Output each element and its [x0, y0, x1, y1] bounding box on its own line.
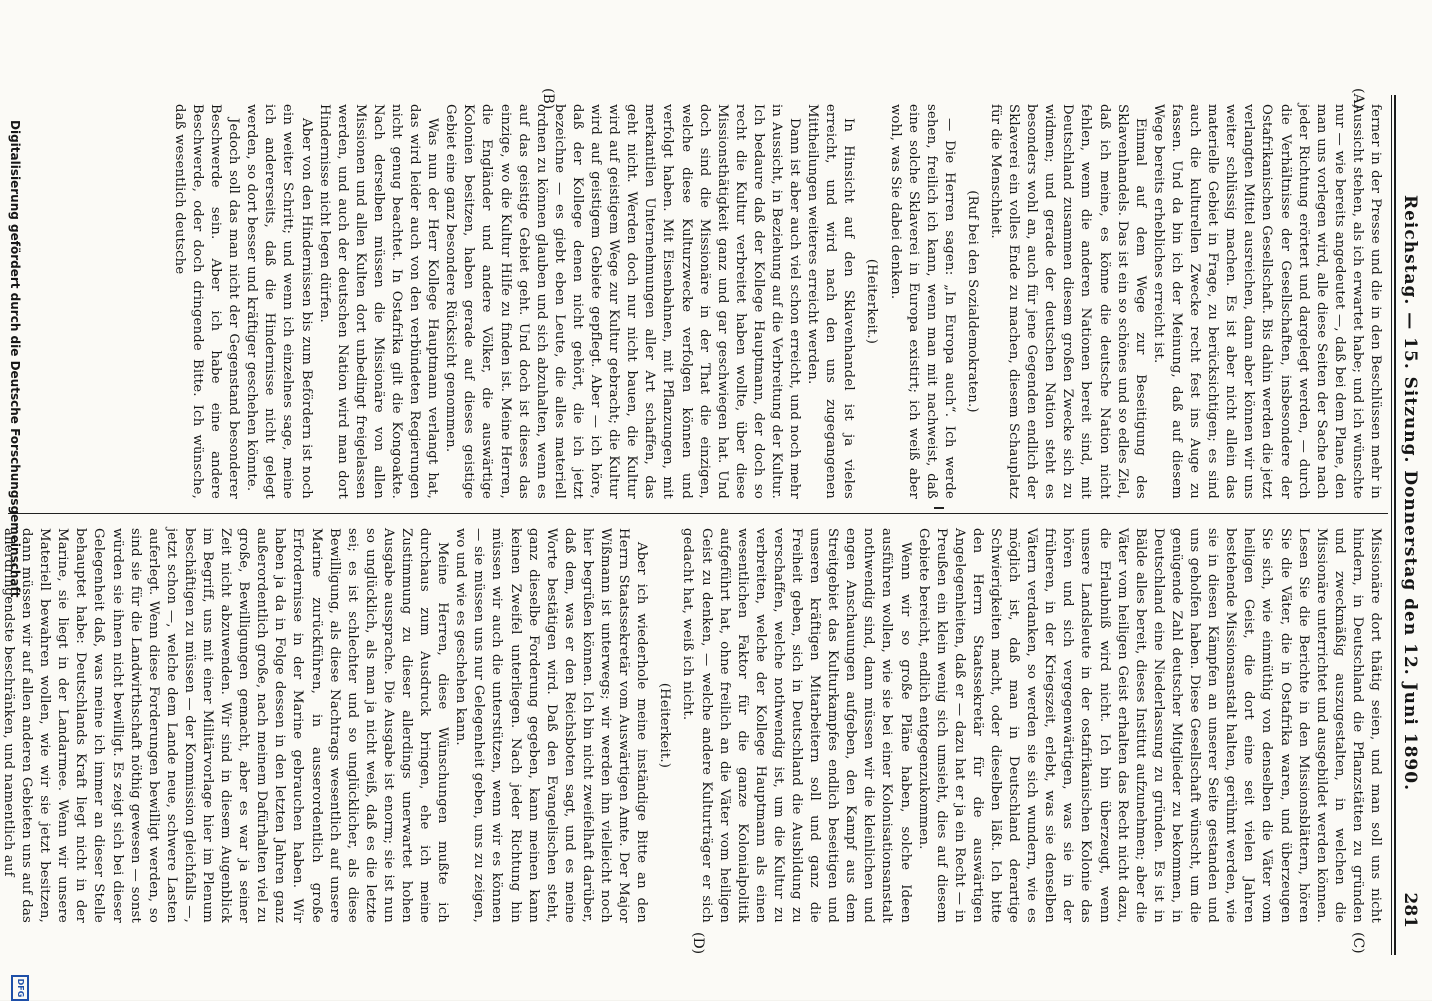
page-header-title: Reichstag. — 15. Sitzung. Donnerstag den 12. Juni 1890.: [1400, 194, 1420, 792]
column-divider-tick: [934, 507, 944, 515]
paragraph: Aber von den Hindernissen bis zum Befördern ist noch ein weiter Schritt; und wenn ich einzelnes sage, meine ich andererseits, daß die Hindernisse nicht gelegt werden, so dort besser und kräftiger geschehen könnte.: [244, 104, 314, 499]
paragraph: Jedoch soll das man nicht der Gegenstand besonderer Beschwerde sein. Aber ich habe eine andere Beschwerde, oder doch dringende Bitte. Ich wünsche, daß wesentlich deutsche: [171, 104, 242, 499]
margin-marker-b: (B): [540, 88, 556, 110]
paragraph: Wenn wir so große Pläne haben, solche Ideen ausführen wollen, wie sie bei einer Kolonisationsanstalt nothwendig sind, dann müssen wir die kleinlichen und engen Anschauungen aufgeben, den Kampf aus dem Streitgebiet das Kulturkampfes endlich beseitigen und unseren kräftigen Mitarbeitern soll und ganz die Freiheit geben, sich in Deutschland die Ausbildung zu verschaffen, welche nothwendig ist, um die Kultur zu verbreiten, welche der Kollege Hauptmann als einen wesentlichen Faktor für die ganze Kolonialpolitik aufgeführt hat, ohne freilich an die Väter vom heiligen Geist zu denken, — welche andere Kulturträger er sich gedacht hat, weiß ich nicht.: [680, 528, 913, 923]
paragraph: Meine Herren, diese Wünschungen mußte ich durchaus zum Ausdruck bringen, ehe ich meine Zustimmung zu dieser allerdings unerwartet hohen Ausgabe aussprache. Die Ausgabe ist enorm; sie ist nun so unglücklich, als man ja nicht weiß, daß es die letzte sei; es ist schlechter und so unglücklicher, als diese Bewilligung, als diese Nachtrags wesentlich auf unsere Marine zurückführen, in ausserordentlich große Erfordernisse in der Marine gebrauchen haben. Wir haben ja da in Folge dessen in den letzten Jahren ganz außerordentlich große, nach meinem Dafürhalten viel zu große, Bewilligungen gemacht, aber es war ja seiner Zeit nicht abzuwenden. Wir sind in diesem Augenblick im Begriff, uns mit einer Militärvorlage hier im Plenum beschäftigen zu müssen — der Kommission gleichfalls —, jetzt schon —, welche dem Lande neue, schwere Lasten auferlegt. Wenn diese Forderungen bewilligt werden, so sind sie für die Landwirthschaft nöthig gewesen — sonst würden sie ihnen nicht bewilligt. Es zeigt sich bei dieser Gelegenheit daß, was meine ich immer an dieser Stelle behauptet habe: Deutschlands Kraft liegt nicht in der Marine, sie liegt in der Landarmee. Wenn wir unsere Materiell bewahren wollen, wie wir sie jetzt besitzen, dann müssen wir auf allen anderen Gebieten uns auf das allerdringendste beschränken, und namentlich auf: [0, 528, 451, 923]
page-header: [1392, 118, 1420, 938]
dfg-logo-icon: DFG: [11, 975, 29, 1001]
paragraph: Was nun der Herr Kollege Hauptmann verlangt hat, das wird leider auch von den verbündeten Regierungen nicht genug beachtet. In Ostafrika gilt die Kongoakte. Nach derselben müssen die Missionäre von allen Missionen und allen Kulten dort unbedingt freigelassen werden, und auch der deutschen Nation wird man dort Hindernisse nicht legen dürfen.: [316, 104, 441, 499]
column-divider: [8, 513, 1388, 514]
digitization-credit-text: Digitalisierung gefördert durch die Deutsche Forschungsgemeinschaft: [8, 120, 22, 598]
paragraph: Aber ich wiederhole meine inständige Bitte an den Herrn Staatssekretär vom Auswärtigen Amte. Der Major Wißmann ist unterwegs; wir werden ihn vielleicht noch hier begrüßen können. Ich bin nicht zweifelhaft darüber, daß dem, was er den Reichsboten sagt, und es meine Worte bestätigen wird. Daß den Evangelischen steht, ganz dieselbe Forderung gegeben, kann meinen kann keinen Zweifel unterliegen. Nach jeder Richtung hin müssen wir auch die unterstützen, wenn wir es können — sie müssen uns nur Gelegenheit geben, uns zu zeigen, wo und wie es geschehen kann.: [453, 528, 650, 923]
interjection: (Heiterkeit.): [864, 258, 880, 345]
digitization-credit: [4, 110, 22, 990]
paragraph: Missionäre dort thätig seien, und man soll uns nicht hindern, in Deutschland die Pflanzstätten zu gründen und zweckmäßig auszugestalten, in welchen die Missionäre unterrichtet und ausgebildet werden können. Lesen Sie die Berichte in den Missionsblättern, hören Sie die Väter, die in Ostafrika waren, und überzeugen Sie sich, wie einmüthig von denselben die Väter vom heiligen Geist, die dort eine seit vielen Jahren bestehende Missionsanstalt halten, gerühmt werden, wie sie in diesen Kämpfen an unserer Seite gestanden und uns geholfen haben. Diese Gesellschaft wünscht, um die genügende Zahl deutscher Mitglieder zu bekommen, in Deutschland eine Niederlassung zu gründen. Es ist in Bälde alles bereit, dieses Institut aufzunehmen; aber die Väter vom heiligen Geist erhalten das Recht nicht dazu, die Erlaubniß wird nicht. Ich bin überzeugt, wenn unsere Landsleute in der ostafrikanischen Kolonie das hören und sich vergegenwärtigen, was sie in der früheren, in der Kriegszeit, erlebt, was sie denselben Vätern verdanken, so werden sie sich wundern, wie es möglich ist, daß man in Deutschland derartige Schwierigkeiten macht, oder dieselben läßt. Ich bitte den Herrn Staatssekretär für die auswärtigen Angelegenheiten, daß er — dazu hat er ja ein Recht — in Preußen ein klein wenig sich umsieht, dies auf diesem Gebiete bereicht, endlich entgegenzukommen.: [915, 528, 1383, 923]
right-text-column: [0, 528, 1384, 923]
header-rule-thin: [1391, 95, 1392, 955]
header-rule: [1394, 95, 1396, 955]
margin-marker-a: (A): [1350, 88, 1366, 110]
page-number: 281: [1400, 892, 1420, 928]
paragraph: Einmal auf dem Wege zur Beseitigung des Sklavenhandels. Das ist ein so schönes und so edles Ziel, daß ich meine, es könne die deutsche Nation nicht fehlen, wenn die anderen Nationen bereit sind, mit Deutschland zusammen diesem großen Zwecke sich zu widmen; und gerade der deutschen Nation steht es besonders wohl an, auch für jene Gegenden endlich der Sklaverei ein volles Ende zu machen, diesem Schauplatz für die Menschheit.: [988, 104, 1148, 499]
paragraph: In Hinsicht auf den Sklavenhandel ist ja vieles erreicht, und wird nach den uns zugegangenen Mittheilungen weiteres erreicht werden.: [805, 104, 857, 499]
paragraph: — Die Herren sagen: „In Europa auch“. Ich werde sehen, freilich ich kann, wenn man mit nachweist, daß eine solche Sklaverei in Europa existirt; ich weiß aber wohl, was Sie dabei denken.: [887, 104, 957, 499]
margin-marker-c: (C): [1350, 932, 1366, 954]
paragraph: Dann ist aber auch viel schon erreicht, und noch mehr in Aussicht, in Beziehung auf die Verbreitung der Kultur. Ich bedaure daß der Kollege Hauptmann, der doch so recht die Kultur verbreitet haben wollte, über diese Missionsthätigkeit ganz und gar geschwiegen hat. Und doch sind die Missionäre in der That die einzigen, welche diese Kulturzwecke verfolgen können und verfolgt haben. Mit Eisenbahnen, mit Pflanzungen, mit merkantilen Unternehmungen aller Art schaffen, das geht nicht. Werden doch nur nicht bauen, die Kultur wird auf geistigem Wege zur Kultur gebracht; die Kultur wird auf geistigem Gebiete gepflegt. Aber — ich höre, daß der Kollege denen nicht gehört, die ich jetzt bezeichne — es giebt eben Leute, die alles materiell ordnen zu können glauben und sich abzuhalten, wenn es auf das geistige Gebiet geht. Und doch ist dieses das einzige, wo die Kultur Hilfe zu finden ist. Meine Herren, die Engländer und andere Völker, die auswärtige Kolonien besitzen, haben gerade auf dieses geistige Gebiet eine ganz besondere Rücksicht genommen.: [443, 104, 803, 499]
interjection: (Heiterkeit.): [657, 682, 673, 769]
left-text-column: [14, 104, 1384, 499]
margin-marker-d: (D): [690, 932, 706, 955]
interjection: (Ruf bei den Sozialdemokraten.): [964, 190, 980, 413]
paragraph: ferner in der Presse und die in den Beschlüssen mehr in Aussicht stehen, als ich erwartet habe; und ich wünschte nur — wie bereits angedeutet —, daß bei dem Plane, den man uns vorlegen wird, alle diese Seiten der Sache nach jeder Richtung erörtert und dargelegt werden, — durch die Verhältnisse der Gesellschaften, insbesondere der Ostafrikanischen Gesellschaft. Bis dahin werden die jetzt verlangten Mittel ausreichen, dann aber können wir uns weiter schlüssig machen. Es ist aber nicht allein das materielle Gebiet in Frage, zu berücksichtigen; es sind auch die kulturellen Zwecke recht fest ins Auge zu fassen. Und da bin ich der Meinung, daß auf diesem Wege bereits erhebliches erreicht ist.: [1150, 104, 1383, 499]
